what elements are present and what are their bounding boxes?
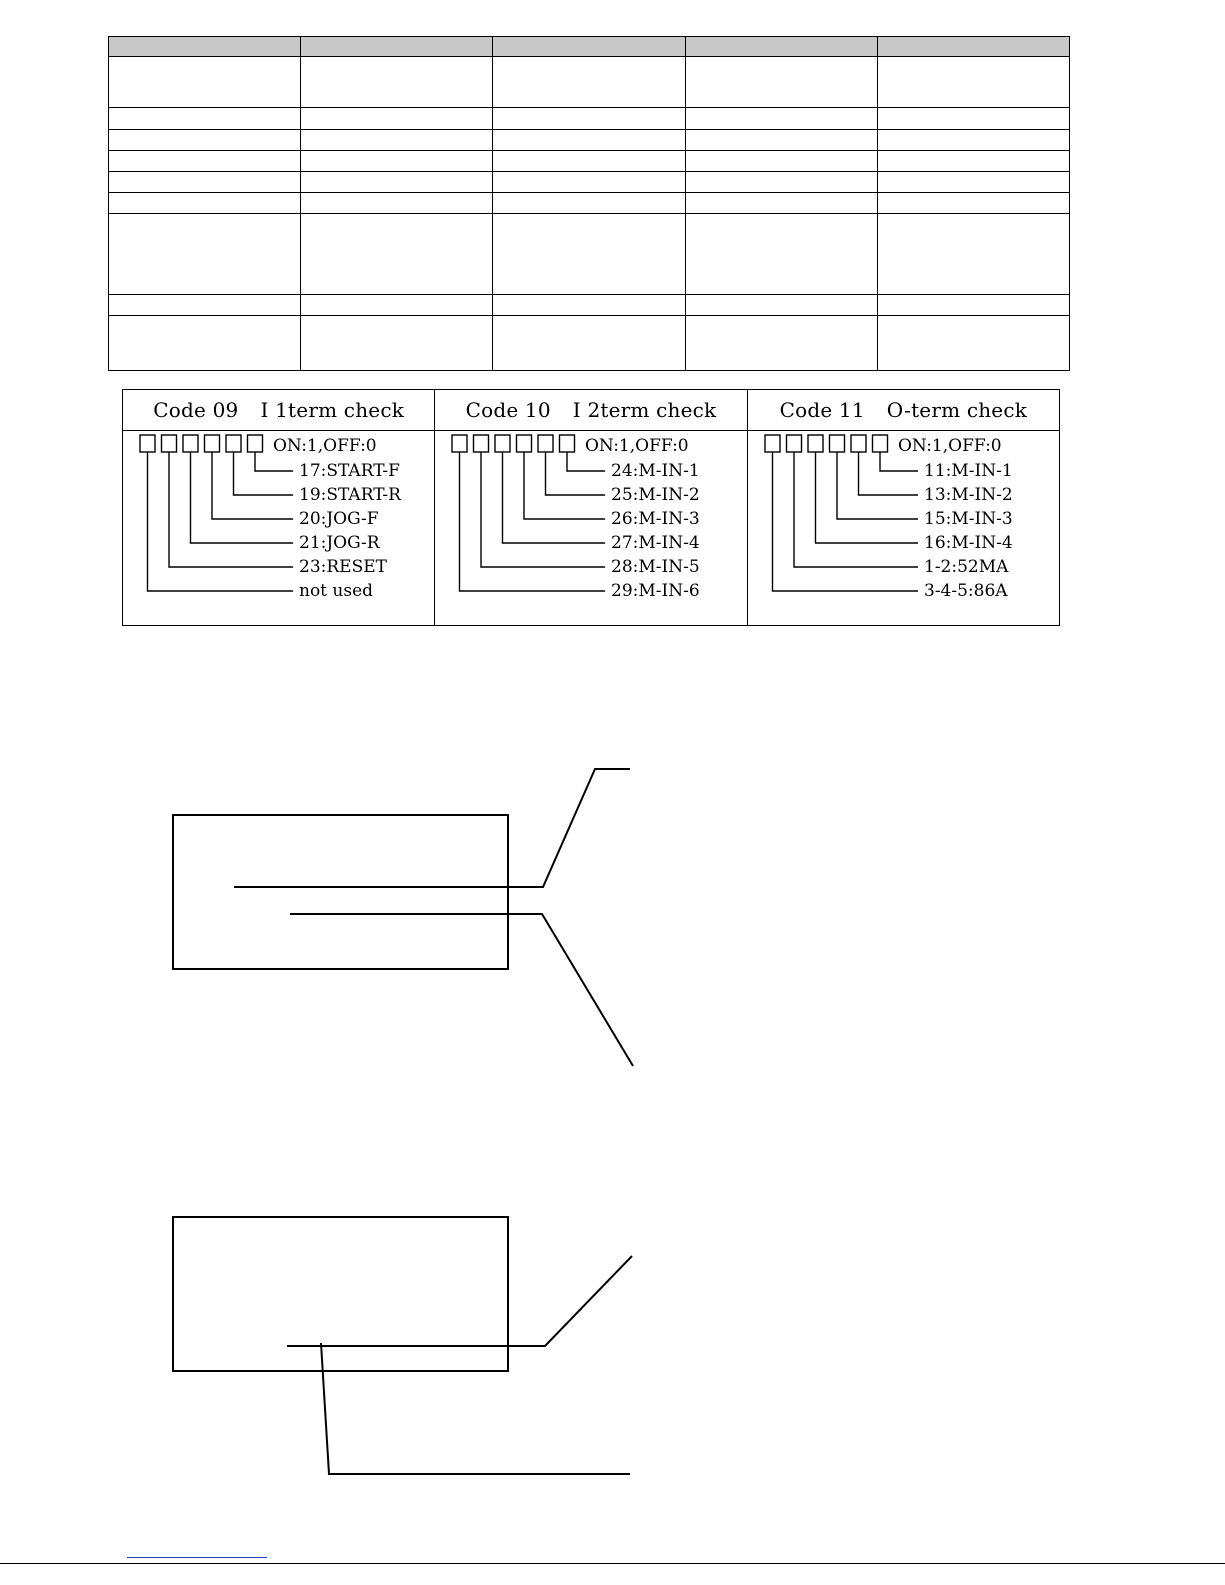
table-header-cell (109, 37, 301, 57)
code-box-10 (435, 390, 747, 625)
bit-box (183, 435, 198, 452)
callout-leader-line-lower (290, 914, 633, 1066)
bit-box (205, 435, 220, 452)
code-title: I 1term check (260, 398, 405, 422)
bit-label: 28:M-IN-5 (611, 557, 700, 577)
table-row (109, 151, 1070, 172)
code-number: Code 09 (153, 398, 239, 422)
bit-leader-line (503, 452, 606, 543)
bit-box (248, 435, 263, 452)
bit-box (474, 435, 489, 452)
bit-box (560, 435, 575, 452)
bit-leader-line (794, 452, 918, 567)
bit-label: 16:M-IN-4 (923, 533, 1013, 553)
bit-box (162, 435, 177, 452)
code-number: Code 10 (465, 398, 551, 422)
bit-label: 13:M-IN-2 (923, 485, 1013, 505)
bit-legend: ON:1,OFF:0 (273, 436, 377, 456)
display-box (173, 1217, 508, 1371)
bit-label: 23:RESET (299, 557, 387, 577)
table-header-cell (493, 37, 685, 57)
callout-leader-line-upper (234, 769, 630, 887)
bit-box (140, 435, 155, 452)
table-row (109, 172, 1070, 193)
table-row (109, 130, 1070, 151)
callout-leader-line-lower (321, 1343, 630, 1474)
table-row (109, 316, 1070, 371)
bit-label: 11:M-IN-1 (923, 461, 1013, 481)
terminal-check-panel (122, 389, 1060, 626)
table-header-cell (877, 37, 1069, 57)
code-box-header (123, 390, 434, 431)
bit-leader-line (546, 452, 606, 495)
bit-leader-line (815, 452, 918, 543)
bit-map-diagram (123, 431, 431, 625)
bit-box (538, 435, 553, 452)
bit-leader-line (837, 452, 918, 519)
table-row (109, 193, 1070, 214)
bit-box (808, 435, 823, 452)
table-header-row (109, 37, 1070, 57)
bit-label: 17:START-F (299, 461, 400, 481)
callout-leader-line-upper (287, 1256, 632, 1346)
bit-box (517, 435, 532, 452)
code-number: Code 11 (779, 398, 865, 422)
bit-label: 29:M-IN-6 (611, 581, 700, 601)
table-header-cell (301, 37, 493, 57)
bit-box (765, 435, 780, 452)
table-row (109, 295, 1070, 316)
bit-box (872, 435, 887, 452)
code-box-11 (748, 390, 1059, 625)
bit-label: 19:START-R (299, 485, 401, 505)
code-box-header (748, 390, 1059, 431)
bit-label: 27:M-IN-4 (611, 533, 700, 553)
bit-label: 24:M-IN-1 (611, 461, 700, 481)
display-diagram-1 (173, 769, 633, 1066)
bit-label: 15:M-IN-3 (923, 509, 1013, 529)
bit-box (786, 435, 801, 452)
footer-rule (0, 1563, 1225, 1564)
bit-box (452, 435, 467, 452)
bit-box (829, 435, 844, 452)
bit-leader-line (169, 452, 293, 567)
bit-leader-line (858, 452, 918, 495)
bit-box (226, 435, 241, 452)
bit-legend: ON:1,OFF:0 (585, 436, 689, 456)
table-row (109, 108, 1070, 130)
code-box-09 (123, 390, 435, 625)
table-header-cell (685, 37, 877, 57)
display-diagram-2 (173, 1217, 632, 1474)
empty-parameter-table (108, 36, 1070, 371)
table-row (109, 57, 1070, 108)
bit-box (495, 435, 510, 452)
bit-label: 20:JOG-F (299, 509, 379, 529)
code-title: O-term check (886, 398, 1028, 422)
display-box (173, 815, 508, 969)
bit-label: 26:M-IN-3 (611, 509, 700, 529)
bit-label: 3-4-5:86A (923, 581, 1008, 601)
bit-leader-line (481, 452, 605, 567)
bit-label: 21:JOG-R (299, 533, 380, 553)
bit-box (851, 435, 866, 452)
footer-link-underline[interactable] (127, 1557, 267, 1558)
bit-map-diagram (435, 431, 753, 625)
bit-leader-line (234, 452, 294, 495)
code-box-header (435, 390, 746, 431)
bit-leader-line (524, 452, 605, 519)
bit-label: 1-2:52MA (923, 557, 1009, 577)
bit-leader-line (191, 452, 294, 543)
bit-label: 25:M-IN-2 (611, 485, 700, 505)
bit-map-diagram (748, 431, 1056, 625)
bit-legend: ON:1,OFF:0 (897, 436, 1002, 456)
bit-label: not used (299, 581, 374, 601)
table-row (109, 214, 1070, 295)
bit-leader-line (212, 452, 293, 519)
code-title: I 2term check (572, 398, 717, 422)
